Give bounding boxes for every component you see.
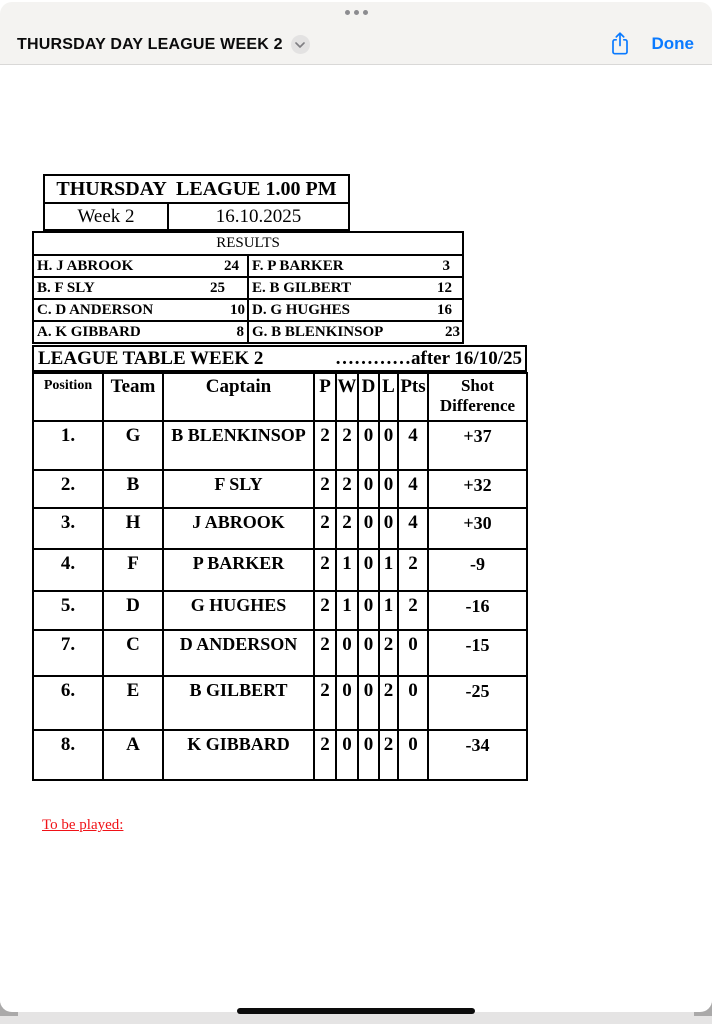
league-cell-captain: K GIBBARD	[163, 730, 314, 780]
header-table	[43, 174, 350, 231]
league-cell-captain: B GILBERT	[163, 676, 314, 730]
league-cell-team: B	[103, 470, 163, 508]
league-cell-captain: B BLENKINSOP	[163, 421, 314, 470]
team-score: 8	[236, 323, 244, 340]
league-table-title-suffix: …………after 16/10/25	[335, 347, 522, 369]
league-cell-shot-diff: +37	[428, 421, 527, 470]
league-cell-team: D	[103, 591, 163, 630]
league-cell-position: 6.	[33, 676, 103, 730]
team-name: F. P BARKER	[252, 257, 344, 274]
league-row	[33, 630, 527, 676]
column-header-l: L	[379, 373, 398, 421]
league-cell-captain: G HUGHES	[163, 591, 314, 630]
column-header-shot-difference: Shot Difference	[428, 373, 527, 421]
league-cell-pts: 0	[398, 730, 428, 780]
results-table	[32, 231, 464, 344]
column-header-captain: Captain	[163, 373, 314, 421]
chevron-down-icon[interactable]	[291, 35, 310, 54]
league-cell-l: 2	[379, 630, 398, 676]
league-cell-shot-diff: -9	[428, 549, 527, 591]
league-row	[33, 549, 527, 591]
league-cell-w: 2	[336, 508, 358, 549]
league-cell-w: 0	[336, 730, 358, 780]
league-cell-d: 0	[358, 591, 379, 630]
league-header-row	[33, 373, 527, 421]
league-cell-d: 0	[358, 730, 379, 780]
window-handle-icon[interactable]	[0, 10, 712, 15]
league-cell-p: 2	[314, 508, 336, 549]
league-cell-pts: 4	[398, 508, 428, 549]
league-cell-position: 1.	[33, 421, 103, 470]
league-cell-w: 0	[336, 630, 358, 676]
league-cell-l: 2	[379, 676, 398, 730]
team-name: G. B BLENKINSOP	[252, 323, 384, 340]
league-cell-shot-diff: -34	[428, 730, 527, 780]
league-cell-l: 2	[379, 730, 398, 780]
date-label: 16.10.2025	[168, 203, 349, 230]
team-score: 3	[442, 257, 451, 274]
league-cell-p: 2	[314, 549, 336, 591]
document-title-menu[interactable]	[17, 35, 310, 54]
league-cell-shot-diff: +30	[428, 508, 527, 549]
league-cell-team: A	[103, 730, 163, 780]
league-cell-d: 0	[358, 508, 379, 549]
league-cell-w: 2	[336, 470, 358, 508]
league-cell-pts: 0	[398, 676, 428, 730]
league-cell-captain: P BARKER	[163, 549, 314, 591]
league-cell-d: 0	[358, 421, 379, 470]
team-score: 10	[230, 301, 245, 318]
share-icon[interactable]	[610, 31, 630, 56]
document-title: THURSDAY DAY LEAGUE WEEK 2	[17, 35, 283, 53]
league-cell-shot-diff: +32	[428, 470, 527, 508]
league-row	[33, 591, 527, 630]
results-row	[33, 277, 463, 299]
league-cell-shot-diff: -15	[428, 630, 527, 676]
league-cell-p: 2	[314, 470, 336, 508]
league-cell-w: 0	[336, 676, 358, 730]
league-cell-l: 0	[379, 508, 398, 549]
league-cell-team: F	[103, 549, 163, 591]
league-cell-team: H	[103, 508, 163, 549]
league-row	[33, 470, 527, 508]
results-row	[33, 299, 463, 321]
column-header-w: W	[336, 373, 358, 421]
league-cell-position: 5.	[33, 591, 103, 630]
league-cell-l: 0	[379, 421, 398, 470]
team-name: C. D ANDERSON	[37, 301, 154, 318]
league-row	[33, 508, 527, 549]
league-row	[33, 421, 527, 470]
league-table-heading	[32, 345, 527, 372]
league-cell-d: 0	[358, 470, 379, 508]
league-cell-captain: J ABROOK	[163, 508, 314, 549]
league-cell-p: 2	[314, 421, 336, 470]
team-score: 25	[210, 279, 225, 296]
column-header-team: Team	[103, 373, 163, 421]
team-name: B. F SLY	[37, 279, 95, 296]
league-cell-captain: F SLY	[163, 470, 314, 508]
league-cell-d: 0	[358, 630, 379, 676]
league-cell-l: 1	[379, 549, 398, 591]
to-be-played-note: To be played:	[42, 817, 124, 833]
results-heading: RESULTS	[33, 232, 463, 255]
preview-window	[0, 2, 712, 1012]
team-name: E. B GILBERT	[252, 279, 352, 296]
league-cell-position: 8.	[33, 730, 103, 780]
league-cell-p: 2	[314, 630, 336, 676]
league-cell-p: 2	[314, 676, 336, 730]
team-score: 16	[437, 301, 453, 318]
league-cell-d: 0	[358, 676, 379, 730]
team-score: 24	[224, 257, 239, 274]
league-cell-captain: D ANDERSON	[163, 630, 314, 676]
league-cell-team: C	[103, 630, 163, 676]
league-cell-pts: 4	[398, 470, 428, 508]
league-cell-position: 7.	[33, 630, 103, 676]
league-cell-d: 0	[358, 549, 379, 591]
league-cell-pts: 2	[398, 591, 428, 630]
results-row	[33, 255, 463, 277]
team-score: 23	[445, 323, 461, 340]
league-table-title: LEAGUE TABLE WEEK 2	[38, 347, 264, 369]
league-cell-w: 1	[336, 549, 358, 591]
column-header-position: Position	[33, 373, 103, 421]
column-header-pts: Pts	[398, 373, 428, 421]
league-cell-team: E	[103, 676, 163, 730]
done-button[interactable]: Done	[651, 33, 694, 53]
document-page	[0, 65, 712, 1011]
league-cell-position: 2.	[33, 470, 103, 508]
league-cell-pts: 2	[398, 549, 428, 591]
league-cell-team: G	[103, 421, 163, 470]
results-row	[33, 321, 463, 343]
league-cell-w: 2	[336, 421, 358, 470]
home-indicator[interactable]	[237, 1008, 475, 1014]
league-cell-position: 3.	[33, 508, 103, 549]
team-name: H. J ABROOK	[37, 257, 134, 274]
league-table	[32, 372, 528, 781]
league-row	[33, 676, 527, 730]
league-cell-p: 2	[314, 730, 336, 780]
league-row	[33, 730, 527, 780]
league-cell-l: 1	[379, 591, 398, 630]
column-header-p: P	[314, 373, 336, 421]
team-name: D. G HUGHES	[252, 301, 350, 318]
league-cell-shot-diff: -16	[428, 591, 527, 630]
team-score: 12	[437, 279, 453, 296]
week-label: Week 2	[44, 203, 168, 230]
title-bar	[0, 2, 712, 65]
league-cell-w: 1	[336, 591, 358, 630]
league-cell-p: 2	[314, 591, 336, 630]
team-name: A. K GIBBARD	[37, 323, 141, 340]
column-header-d: D	[358, 373, 379, 421]
league-cell-position: 4.	[33, 549, 103, 591]
league-cell-shot-diff: -25	[428, 676, 527, 730]
league-cell-pts: 4	[398, 421, 428, 470]
league-cell-pts: 0	[398, 630, 428, 676]
league-heading: THURSDAY LEAGUE 1.00 PM	[44, 175, 349, 203]
league-cell-l: 0	[379, 470, 398, 508]
